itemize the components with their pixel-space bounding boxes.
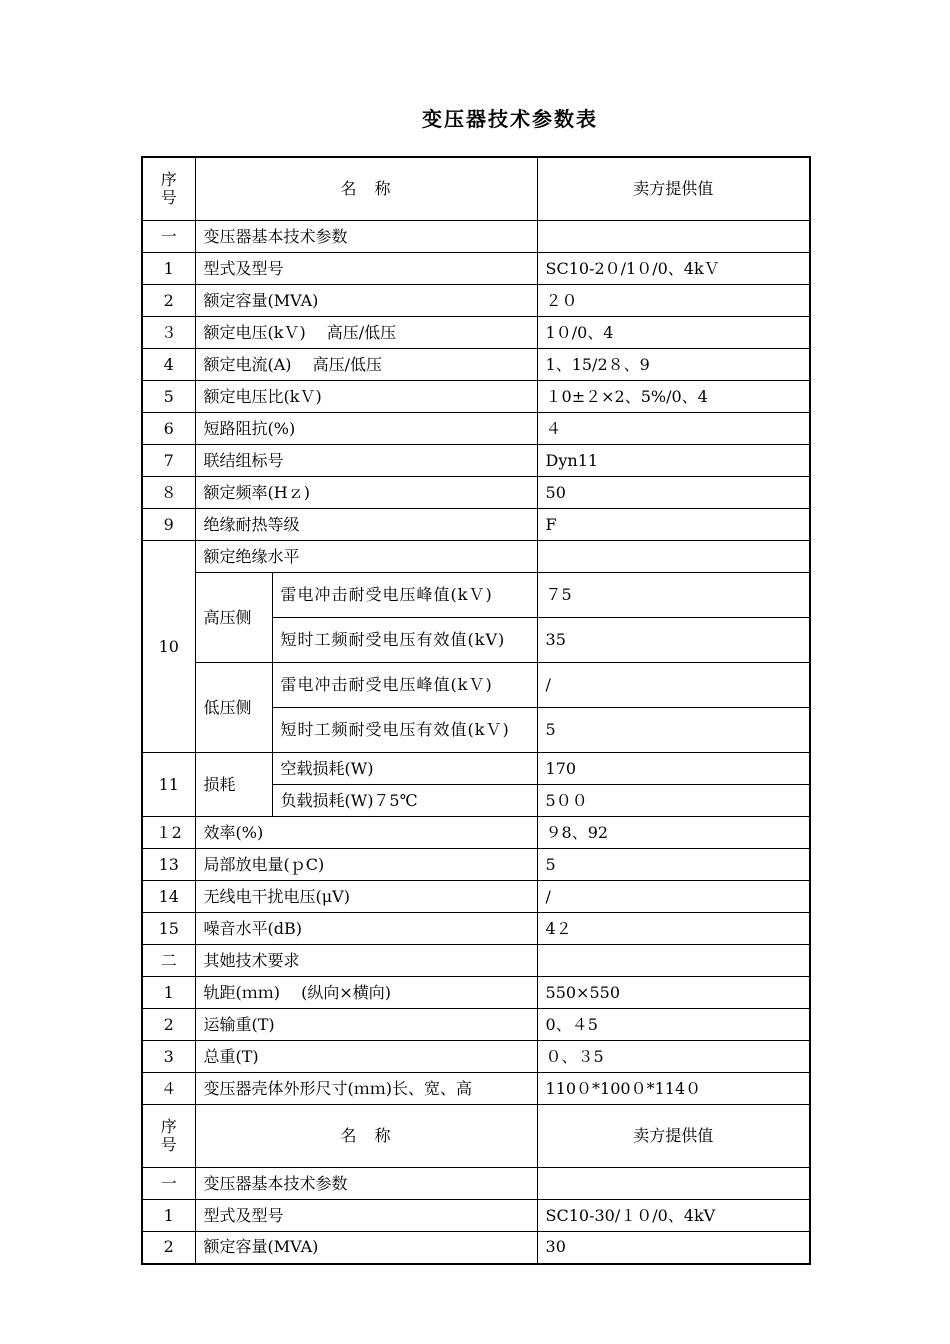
row-name: 变压器壳体外形尺寸(ｍｍ)长、宽、高 bbox=[195, 1073, 537, 1105]
table-row bbox=[142, 413, 810, 445]
table-row bbox=[142, 221, 810, 253]
row-name: 运输重(T) bbox=[195, 1009, 537, 1041]
row-value: 1０/0、4 bbox=[537, 317, 810, 349]
row-seq: 3 bbox=[142, 1041, 195, 1073]
row-value bbox=[537, 541, 810, 573]
row-seq: 4 bbox=[142, 349, 195, 381]
row-name: 额定绝缘水平 bbox=[195, 541, 537, 573]
table-row bbox=[142, 349, 810, 381]
row-value: ２０ bbox=[537, 285, 810, 317]
row-value: 30 bbox=[537, 1232, 810, 1264]
page-title: 变压器技术参数表 bbox=[422, 107, 598, 131]
lv-side-label: 低压侧 bbox=[195, 663, 272, 753]
row-value: 550×550 bbox=[537, 977, 810, 1009]
row-value: 50 bbox=[537, 477, 810, 509]
row-value: F bbox=[537, 509, 810, 541]
row-value: 5００ bbox=[537, 785, 810, 817]
row-seq: 10 bbox=[142, 541, 195, 753]
hv-side-label: 高压侧 bbox=[195, 573, 272, 663]
row-name: 变压器基本技术参数 bbox=[195, 1168, 537, 1200]
table-row bbox=[142, 881, 810, 913]
row-name: 效率(%) bbox=[195, 817, 537, 849]
row-name: 局部放电量(ｐC) bbox=[195, 849, 537, 881]
row-name: 短路阻抗(%) bbox=[195, 413, 537, 445]
table-row bbox=[142, 317, 810, 349]
row-value: １0±２×2、5%/0、4 bbox=[537, 381, 810, 413]
table-row bbox=[142, 1232, 810, 1264]
row-value: ４ bbox=[537, 413, 810, 445]
table-row bbox=[142, 913, 810, 945]
row-name: 轨距(ｍｍ) (纵向×横向) bbox=[195, 977, 537, 1009]
row-name: 短时工频耐受电压有效值(kＶ) bbox=[272, 708, 537, 753]
table-row bbox=[142, 253, 810, 285]
row-seq: 5 bbox=[142, 381, 195, 413]
row-value: 35 bbox=[537, 618, 810, 663]
row-name: 无线电干扰电压(μV) bbox=[195, 881, 537, 913]
row-value: SC10-2０/1０/0、4kＶ bbox=[537, 253, 810, 285]
row-seq: 2 bbox=[142, 285, 195, 317]
transformer-spec-table bbox=[141, 156, 811, 1265]
table-row bbox=[142, 977, 810, 1009]
row-name: 额定电压(kＶ) 高压/低压 bbox=[195, 317, 537, 349]
row-seq: 13 bbox=[142, 849, 195, 881]
table-row bbox=[142, 381, 810, 413]
row-value bbox=[537, 945, 810, 977]
row-value bbox=[537, 1168, 810, 1200]
row-seq: 2 bbox=[142, 1009, 195, 1041]
row-seq: 2 bbox=[142, 1232, 195, 1264]
row-name: 噪音水平(dB) bbox=[195, 913, 537, 945]
table-row bbox=[142, 817, 810, 849]
table-row bbox=[142, 1073, 810, 1105]
row-seq: 15 bbox=[142, 913, 195, 945]
table-row bbox=[142, 753, 810, 785]
table-row bbox=[142, 849, 810, 881]
row-seq: １2 bbox=[142, 817, 195, 849]
table-header-row bbox=[142, 157, 810, 221]
row-name: 变压器基本技术参数 bbox=[195, 221, 537, 253]
row-seq: 11 bbox=[142, 753, 195, 817]
row-name: 其她技术要求 bbox=[195, 945, 537, 977]
table-row bbox=[142, 1168, 810, 1200]
row-value: / bbox=[537, 663, 810, 708]
row-seq: ４ bbox=[142, 1073, 195, 1105]
table-row bbox=[142, 573, 810, 618]
loss-label: 损耗 bbox=[195, 753, 272, 817]
row-name: 额定容量(MVA) bbox=[195, 285, 537, 317]
table-row bbox=[142, 1200, 810, 1232]
row-name: 绝缘耐热等级 bbox=[195, 509, 537, 541]
table-row bbox=[142, 509, 810, 541]
row-name: 额定容量(MVA) bbox=[195, 1232, 537, 1264]
row-name: 负载损耗(W)７5℃ bbox=[272, 785, 537, 817]
row-value: ０、３5 bbox=[537, 1041, 810, 1073]
row-name: 雷电冲击耐受电压峰值(kＶ) bbox=[272, 573, 537, 618]
header-seq: 序号 bbox=[142, 1105, 195, 1168]
row-name: 额定频率(Hｚ) bbox=[195, 477, 537, 509]
row-seq: 一 bbox=[142, 1168, 195, 1200]
row-name: 总重(T) bbox=[195, 1041, 537, 1073]
table-row bbox=[142, 541, 810, 573]
row-value: ９8、92 bbox=[537, 817, 810, 849]
table-header-row bbox=[142, 1105, 810, 1168]
row-name: 空载损耗(W) bbox=[272, 753, 537, 785]
row-value: 4２ bbox=[537, 913, 810, 945]
row-seq: 1 bbox=[142, 977, 195, 1009]
row-value: SC10-30/１０/0、4kV bbox=[537, 1200, 810, 1232]
table-row bbox=[142, 445, 810, 477]
row-value: 170 bbox=[537, 753, 810, 785]
header-name: 名 称 bbox=[195, 157, 537, 221]
header-seq: 序号 bbox=[142, 157, 195, 221]
row-name: 型式及型号 bbox=[195, 1200, 537, 1232]
row-value: 5 bbox=[537, 708, 810, 753]
row-value: Dyn11 bbox=[537, 445, 810, 477]
row-value bbox=[537, 221, 810, 253]
table-row bbox=[142, 945, 810, 977]
row-seq: 6 bbox=[142, 413, 195, 445]
row-seq: 7 bbox=[142, 445, 195, 477]
row-name: 雷电冲击耐受电压峰值(kＶ) bbox=[272, 663, 537, 708]
row-seq: 14 bbox=[142, 881, 195, 913]
row-name: 联结组标号 bbox=[195, 445, 537, 477]
row-seq: 9 bbox=[142, 509, 195, 541]
row-seq: 二 bbox=[142, 945, 195, 977]
table-row bbox=[142, 663, 810, 708]
row-name: 型式及型号 bbox=[195, 253, 537, 285]
row-seq: ８ bbox=[142, 477, 195, 509]
table-row bbox=[142, 1009, 810, 1041]
row-name: 短时工频耐受电压有效值(kV) bbox=[272, 618, 537, 663]
table-row bbox=[142, 477, 810, 509]
row-value: / bbox=[537, 881, 810, 913]
table-row bbox=[142, 285, 810, 317]
header-name: 名 称 bbox=[195, 1105, 537, 1168]
row-value: 5 bbox=[537, 849, 810, 881]
table-row bbox=[142, 1041, 810, 1073]
row-value: ７5 bbox=[537, 573, 810, 618]
row-name: 额定电流(A) 高压/低压 bbox=[195, 349, 537, 381]
row-value: 110０*100０*114０ bbox=[537, 1073, 810, 1105]
header-value: 卖方提供值 bbox=[537, 157, 810, 221]
row-seq: ３ bbox=[142, 317, 195, 349]
row-value: 0、４5 bbox=[537, 1009, 810, 1041]
header-value: 卖方提供值 bbox=[537, 1105, 810, 1168]
row-name: 额定电压比(kＶ) bbox=[195, 381, 537, 413]
row-seq: 1 bbox=[142, 253, 195, 285]
row-seq: 1 bbox=[142, 1200, 195, 1232]
row-seq: 一 bbox=[142, 221, 195, 253]
row-value: 1、15/2８、9 bbox=[537, 349, 810, 381]
